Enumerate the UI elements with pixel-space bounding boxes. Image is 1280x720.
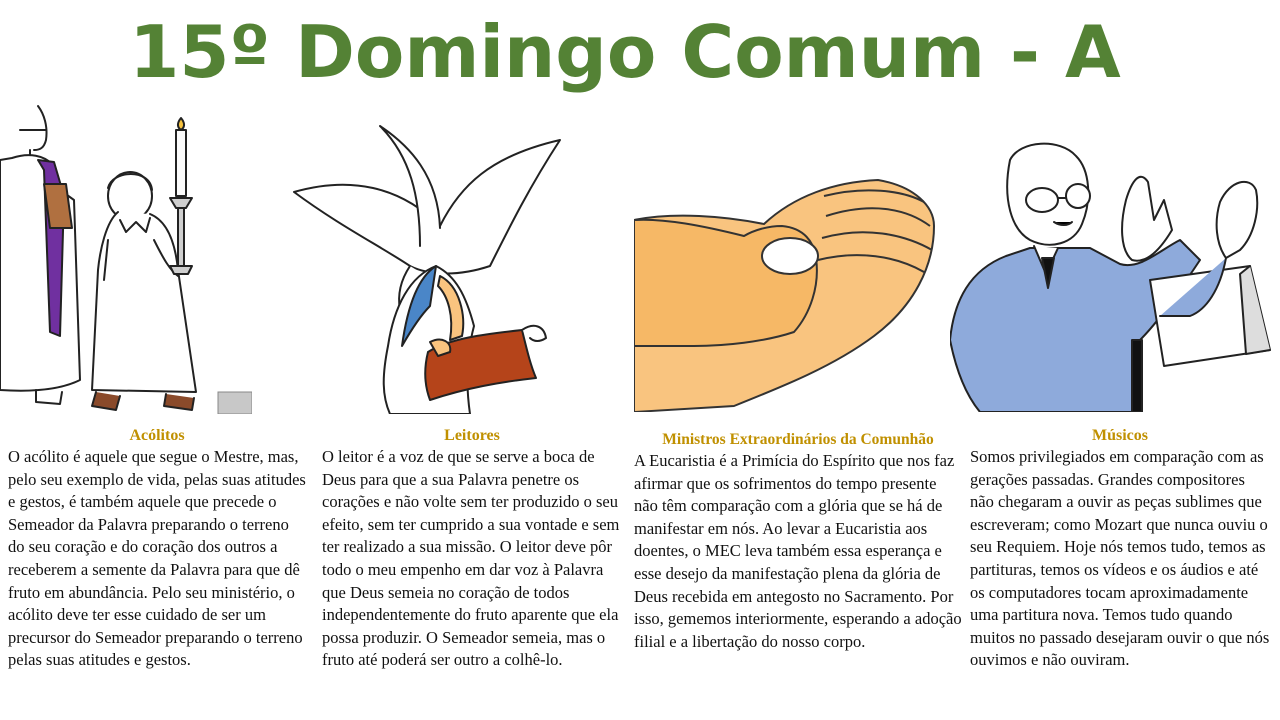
section-text: O leitor é a voz de que se serve a boca de Deus para que a sua Palavra penetre os corações e não volte sem ter produzido o seu efeito, sem ter cumprido a sua vontade e sem ter realizado a sua missão. O leitor deve pôr todo o meu empenho em dar voz à Palavra que Deus semeia no coração de todos independentemente do fruto aparente que ela possa produzir. O Semeador semeia, mas o fruto até poderá ser outro a colhê-lo. <box>322 447 620 670</box>
page-title: 15º Domingo Comum - A <box>129 10 1121 94</box>
communion-hands-illustration <box>634 146 946 412</box>
section-ministros <box>634 430 962 653</box>
section-heading: Músicos <box>1092 427 1148 444</box>
section-heading: Acólitos <box>129 427 185 444</box>
reader-illustration <box>290 116 590 414</box>
acolyte-illustration <box>0 100 252 414</box>
section-acolitos <box>8 426 306 672</box>
section-heading: Leitores <box>444 427 500 444</box>
section-text: A Eucaristia é a Primícia do Espírito que nos faz afirmar que os sofrimentos do tempo presente não têm comparação com a glória que se há de manifestar em nós. Ao levar a Eucaristia aos doentes, o MEC leva também essa esperança e esse desejo da manifestação plena da glória de Deus recebida em antegosto no Sacramento. Por isso, gememos interiormente, esperando a adoção filial e a libertação do nosso corpo. <box>634 451 962 651</box>
section-musicos <box>970 426 1270 672</box>
section-text: Somos privilegiados em comparação com as gerações passadas. Grandes compositores não chegaram a ouvir as peças sublimes que escreveram; como Mozart que nunca ouviu o seu Requiem. Hoje nós temos tudo, temos as partituras, temos os vídeos e os áudios e até os computadores tocam aproximadamente uma partitura nova. Temos tudo quando muitos no passado desejaram ouvir o que nós ouvimos e não ouviram. <box>970 447 1270 670</box>
section-heading: Ministros Extraordinários da Comunhão <box>662 431 934 448</box>
conductor-illustration <box>950 140 1280 412</box>
section-text: O acólito é aquele que segue o Mestre, mas, pelo seu exemplo de vida, pelas suas atitudes e gestos, é também aquele que precede o Semeador da Palavra preparando o terreno do seu coração e do coração dos outros a receberem a semente da Palavra para que dê fruto em abundância. Pelo seu ministério, o acólito deve ter esse cuidado de ser um precursor do Semeador preparando o terreno pelas suas atitudes e gestos. <box>8 447 306 670</box>
section-leitores <box>322 426 622 672</box>
